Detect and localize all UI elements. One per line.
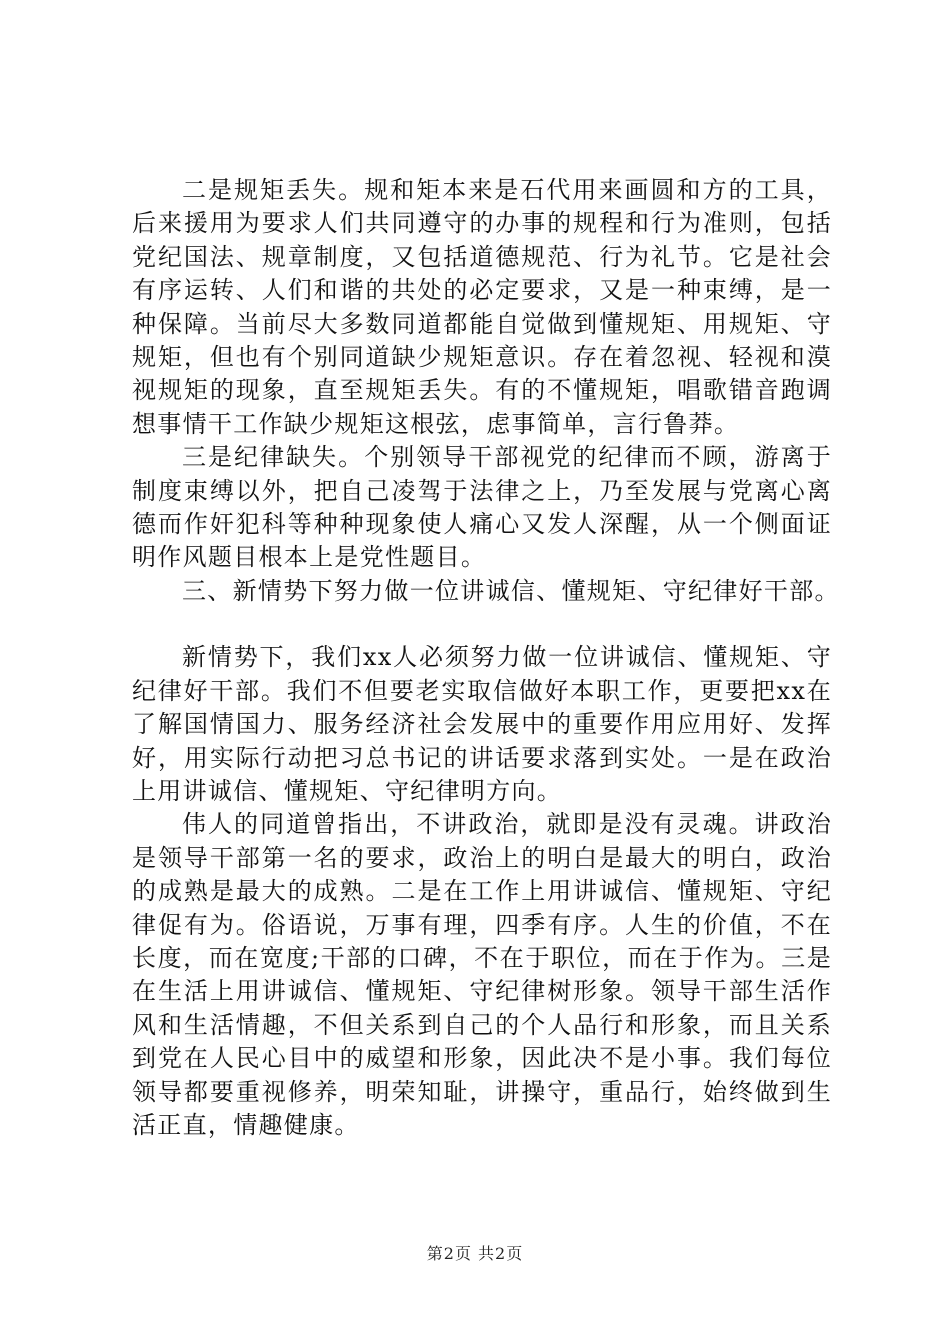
paragraph-spacer (132, 608, 832, 641)
page-footer: 第2页 共2页 (426, 1244, 524, 1263)
paragraph-rules-lost: 二是规矩丢失。规和矩本来是石代用来画圆和方的工具，后来援用为要求人们共同遵守的办事的规程和行为准则，包括党纪国法、规章制度，又包括道德规范、行为礼节。它是社会有序运转、人们和谐的共处的必定要求，又是一种束缚，是一种保障。当前尽大多数同道都能自觉做到懂规矩、用规矩、守规矩，但也有个别同道缺少规矩意识。存在着忽视、轻视和漠视规矩的现象，直至规矩丢失。有的不懂规矩，唱歌错音跑调想事情干工作缺少规矩这根弦，虑事简单，言行鲁莽。 (132, 176, 832, 438)
paragraph-politics: 伟人的同道曾指出，不讲政治，就即是没有灵魂。讲政治是领导干部第一名的要求，政治上的明白是最大的明白，政治的成熟是最大的成熟。二是在工作上用讲诚信、懂规矩、守纪律促有为。俗语说，万事有理，四季有序。人生的价值，不在长度，而在宽度;干部的口碑，不在于职位，而在于作为。三是在生活上用讲诚信、懂规矩、守纪律树形象。领导干部生活作风和生活情趣，不但关系到自己的个人品行和形象，而且关系到党在人民心目中的威望和形象，因此决不是小事。我们每位领导都要重视修养，明荣知耻，讲操守，重品行，始终做到生活正直，情趣健康。 (132, 810, 832, 1139)
document-body (132, 174, 840, 1142)
section-heading: 三、新情势下努力做一位讲诚信、懂规矩、守纪律好干部。 (182, 576, 840, 605)
paragraph-new-situation: 新情势下，我们xx人必须努力做一位讲诚信、懂规矩、守纪律好干部。我们不但要老实取信做好本职工作，更要把xx在了解国情国力、服务经济社会发展中的重要作用应用好、发挥好，用实际行动把习总书记的讲话要求落到实处。一是在政治上用讲诚信、懂规矩、守纪律明方向。 (132, 643, 832, 805)
paragraph-discipline-lost: 三是纪律缺失。个别领导干部视党的纪律而不顾，游离于制度束缚以外，把自己凌驾于法律之上，乃至发展与党离心离德而作奸犯科等种种现象使人痛心又发人深醒，从一个侧面证明作风题目根本上是党性题目。 (132, 443, 832, 572)
